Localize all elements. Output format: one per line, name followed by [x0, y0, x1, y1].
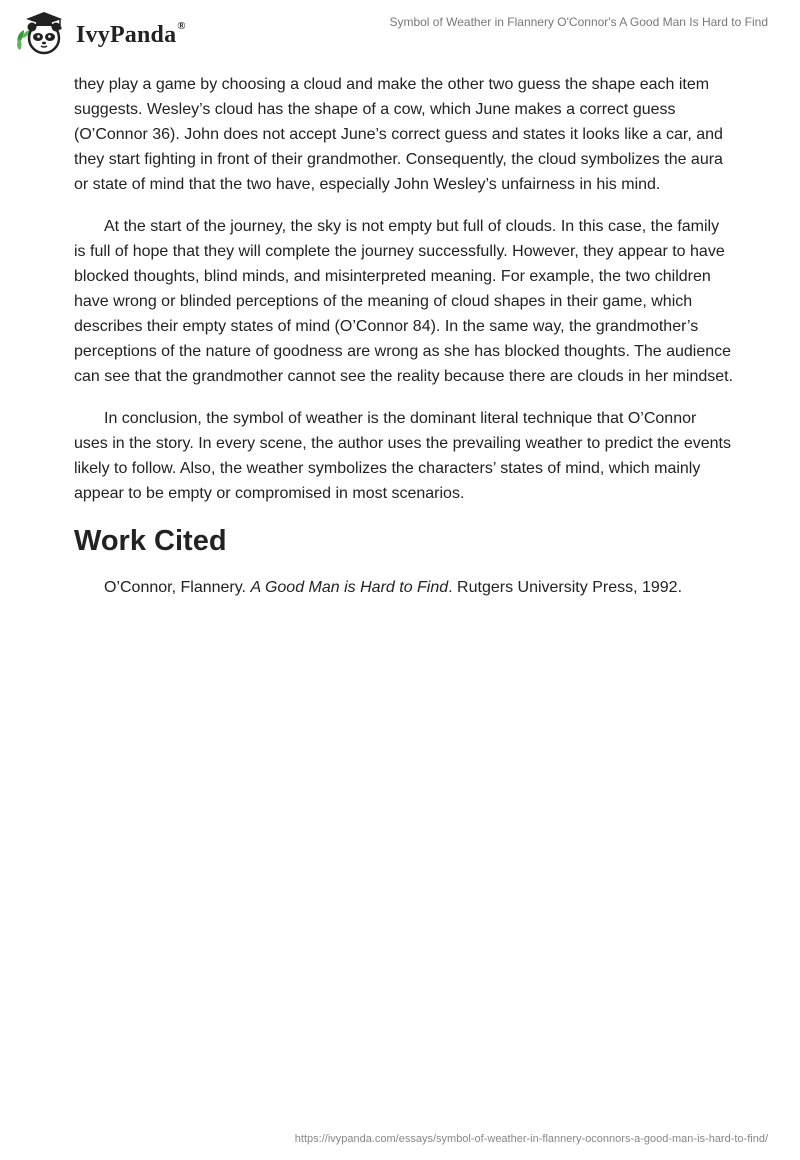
source-url[interactable]: https://ivypanda.com/essays/symbol-of-weather-in-flannery-oconnors-a-good-man-is-hard-to-find/: [294, 1133, 768, 1145]
citation-publisher: . Rutgers University Press, 1992.: [448, 579, 683, 596]
body-paragraph-3: In conclusion, the symbol of weather is the dominant literal technique that O’Connor uses in the story. In every scene, the author uses the prevailing weather to predict the events likely to follow. Also, the weather symbolizes the characters’ states of mind, which mainly appear to be empty or compromised in most scenarios.: [74, 410, 731, 502]
citation-title: A Good Man is Hard to Find: [250, 579, 449, 596]
page-header: [0, 0, 800, 70]
brand-name: IvyPanda®: [76, 19, 186, 48]
citation-entry: [74, 575, 734, 600]
running-title: Symbol of Weather in Flannery O'Connor's A Good Man Is Hard to Find: [389, 15, 768, 29]
panda-graduate-icon: [14, 8, 72, 58]
body-paragraph-2: At the start of the journey, the sky is not empty but full of clouds. In this case, the family is full of hope that they will complete the journey successfully. However, they appear to have blocked thoughts, blind minds, and misinterpreted meaning. For example, the two children have wrong or blinded perceptions of the meaning of cloud shapes in their game, which describes their empty states of mind (O’Connor 84). In the same way, the grandmother’s perceptions of the nature of goodness are wrong as she has blocked thoughts. The audience can see that the grandmother cannot see the reality because there are clouds in her mindset.: [74, 218, 734, 385]
ivypanda-logo[interactable]: [14, 8, 186, 58]
citation-author: O’Connor, Flannery.: [104, 579, 251, 596]
works-cited-heading: Work Cited: [74, 525, 227, 557]
body-paragraph-1: they play a game by choosing a cloud and make the other two guess the shape each item suggests. Wesley’s cloud has the shape of a cow, which June makes a correct guess (O’Connor 36). John does not accept June’s correct guess and states it looks like a car, and they start fighting in front of their grandmother. Consequently, the cloud symbolizes the aura or state of mind that the two have, especially John Wesley’s unfairness in his mind.: [74, 76, 723, 193]
essay-content: [74, 72, 734, 600]
